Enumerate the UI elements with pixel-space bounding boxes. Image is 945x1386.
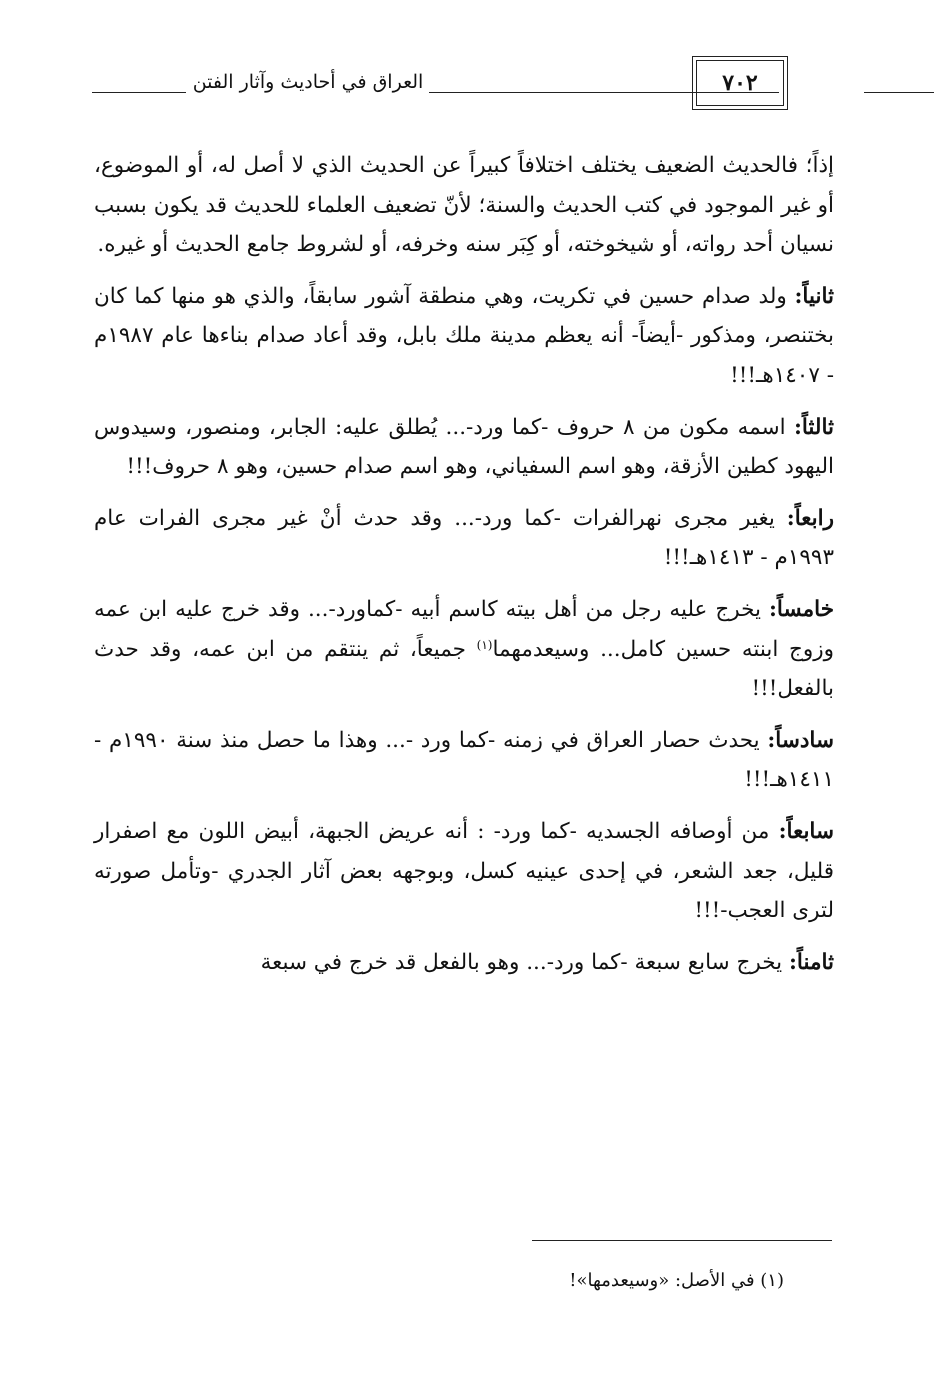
paragraph-2 (94, 277, 834, 396)
paragraph-text: ولد صدام حسين في تكريت، وهي منطقة آشور سابقاً، والذي هو منها كما كان بختنصر، ومذكور -أيضاً- أنه يعظم مدينة ملك بابل، وقد أعاد صدام بناءها عام ١٩٨٧م - ١٤٠٧هـ!!! (94, 283, 834, 388)
footnote: (١) في الأصل: «وسيعدمها»! (569, 1270, 784, 1291)
paragraph-lead: سابعاً: (778, 818, 834, 844)
book-title: العراق في أحاديث وآثار الفتن (192, 71, 424, 93)
footnote-separator (532, 1240, 832, 1241)
header-rule-left (92, 92, 186, 93)
page-number-box (696, 60, 784, 106)
paragraph-lead: ثامناً: (788, 949, 834, 975)
footnote-marker: (١) (476, 637, 493, 652)
paragraph-8 (94, 943, 834, 983)
header-rule-right (864, 92, 934, 93)
paragraph-text: يحدث حصار العراق في زمنه -كما ورد -... وهذا ما حصل منذ سنة ١٩٩٠م - ١٤١١هـ!!! (94, 727, 834, 793)
paragraph-lead: خامساً: (768, 596, 834, 622)
paragraph-1 (94, 146, 834, 265)
page-number: ٧٠٢ (722, 70, 758, 96)
paragraph-text: إذاً؛ فالحديث الضعيف يختلف اختلافاً كبيراً عن الحديث الذي لا أصل له، أو الموضوع، أو غير الموجود في كتب الحديث والسنة؛ لأنّ تضعيف العلماء للحديث قد يكون بسبب نسيان أحد رواته، أو شيخوخته، أو كِبَر سنه وخرفه، أو لشروط جامع الحديث أو غيره. (94, 153, 834, 258)
paragraph-text-continued: جميعاً، ثم ينتقم من ابن عمه، وقد حدث بالفعل!!! (94, 636, 834, 702)
paragraph-6 (94, 721, 834, 800)
paragraph-lead: ثالثاً: (793, 414, 834, 440)
paragraph-4 (94, 499, 834, 578)
paragraph-3 (94, 408, 834, 487)
paragraph-5 (94, 590, 834, 709)
running-header (92, 62, 834, 112)
main-text (94, 146, 834, 994)
paragraph-lead: ثانياً: (794, 283, 834, 309)
paragraph-lead: رابعاً: (786, 505, 834, 531)
paragraph-text: من أوصافه الجسديه -كما ورد- : أنه عريض الجبهة، أبيض اللون مع اصفرار قليل، جعد الشعر، في إحدى عينيه كسل، وبوجهه بعض آثار الجدري -وتأمل صورته لترى العجب-!!! (94, 818, 834, 924)
paragraph-text: يخرج عليه رجل من أهل بيته كاسم أبيه -كماورد-... وقد خرج عليه ابن عمه وزوج ابنته حسين كامل... وسيعدمهما (94, 596, 835, 662)
paragraph-lead: سادساً: (767, 727, 834, 753)
paragraph-7 (94, 812, 834, 931)
paragraph-text: اسمه مكون من ٨ حروف -كما ورد-... يُطلق عليه: الجابر، ومنصور، وسيدوس اليهود كطين الأزقة، وهو اسم السفياني، وهو اسم صدام حسين، وهو ٨ حروف!!! (94, 414, 834, 480)
paragraph-text: يخرج سابع سبعة -كما ورد-... وهو بالفعل قد خرج في سبعة (260, 949, 789, 975)
paragraph-text: يغير مجرى نهرالفرات -كما ورد-... وقد حدث أنْ غير مجرى الفرات عام ١٩٩٣م - ١٤١٣هـ!!! (94, 505, 834, 571)
